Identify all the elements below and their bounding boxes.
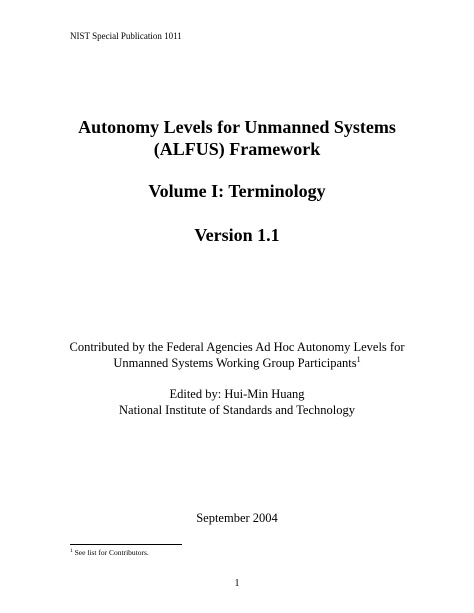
publication-header: NIST Special Publication 1011 [70, 31, 182, 41]
volume-title: Volume I: Terminology [148, 181, 326, 201]
contributors-line-2-text: Unmanned Systems Working Group Participants [113, 356, 357, 370]
footnote [70, 548, 149, 557]
footnote-marker: 1 [70, 548, 73, 554]
footnote-text: See list for Contributors. [72, 548, 149, 557]
page-number: 1 [234, 578, 240, 589]
title-line-2: (ALFUS) Framework [153, 139, 321, 159]
contributors-line-1: Contributed by the Federal Agencies Ad Hoc Autonomy Levels for [69, 340, 405, 354]
contributors-line-2 [0, 355, 474, 371]
version-title: Version 1.1 [194, 225, 280, 245]
footnote-divider [70, 544, 182, 545]
editor-line-2: National Institute of Standards and Technology [119, 403, 355, 417]
footnote-reference[interactable]: 1 [356, 355, 361, 364]
editor-line-1: Edited by: Hui-Min Huang [169, 387, 305, 401]
publication-date: September 2004 [196, 511, 278, 525]
editor-statement [0, 386, 474, 418]
document-title [0, 116, 474, 160]
title-line-1: Autonomy Levels for Unmanned Systems [78, 117, 396, 137]
contributors-statement [0, 339, 474, 371]
